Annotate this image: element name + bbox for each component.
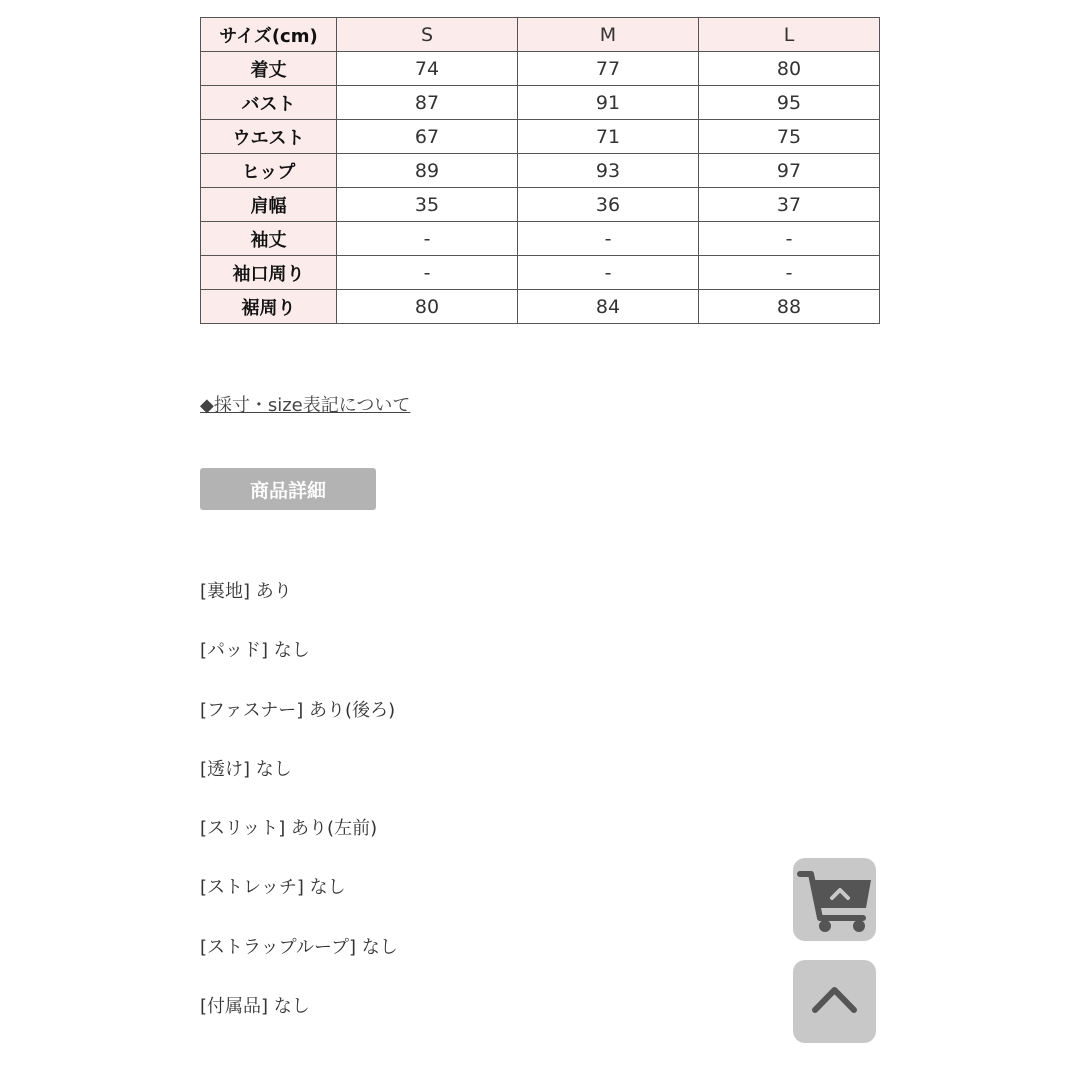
size-l-header: L xyxy=(699,18,880,52)
table-row xyxy=(201,52,880,86)
table-row xyxy=(201,86,880,120)
list-item: [パッド] なし xyxy=(200,640,310,662)
table-row xyxy=(201,222,880,256)
cell-value: 75 xyxy=(699,120,880,154)
row-label: 肩幅 xyxy=(201,188,337,222)
product-attribute-list xyxy=(200,580,398,1054)
chevron-up-icon xyxy=(793,960,876,1043)
cell-value: 77 xyxy=(518,52,699,86)
size-header-label: サイズ(cm) xyxy=(201,18,337,52)
row-label: 着丈 xyxy=(201,52,337,86)
size-m-header: M xyxy=(518,18,699,52)
cell-value: - xyxy=(699,256,880,290)
table-row xyxy=(201,188,880,222)
cell-value: - xyxy=(337,256,518,290)
row-label: ヒップ xyxy=(201,154,337,188)
table-row xyxy=(201,290,880,324)
cell-value: 80 xyxy=(337,290,518,324)
cell-value: 67 xyxy=(337,120,518,154)
list-item: [ストラップループ] なし xyxy=(200,936,398,958)
cell-value: 80 xyxy=(699,52,880,86)
product-details-button[interactable]: 商品詳細 xyxy=(200,468,376,510)
size-table xyxy=(200,17,880,324)
table-row xyxy=(201,256,880,290)
cell-value: 35 xyxy=(337,188,518,222)
cell-value: 89 xyxy=(337,154,518,188)
cart-up-icon xyxy=(793,858,876,941)
cell-value: 71 xyxy=(518,120,699,154)
cart-float-button[interactable] xyxy=(793,858,876,941)
cell-value: 36 xyxy=(518,188,699,222)
cell-value: - xyxy=(518,256,699,290)
cell-value: 97 xyxy=(699,154,880,188)
back-to-top-button[interactable] xyxy=(793,960,876,1043)
cell-value: 84 xyxy=(518,290,699,324)
size-s-header: S xyxy=(337,18,518,52)
row-label: 袖丈 xyxy=(201,222,337,256)
row-label: ウエスト xyxy=(201,120,337,154)
list-item: [透け] なし xyxy=(200,758,292,780)
cell-value: 93 xyxy=(518,154,699,188)
list-item: [裏地] あり xyxy=(200,581,292,602)
cell-value: 37 xyxy=(699,188,880,222)
cell-value: 74 xyxy=(337,52,518,86)
cell-value: 88 xyxy=(699,290,880,324)
list-item: [ファスナー] あり(後ろ) xyxy=(200,699,396,721)
size-guide-link[interactable]: ◆採寸・size表記について xyxy=(200,395,411,416)
list-item: [ストレッチ] なし xyxy=(200,877,346,899)
list-item: [スリット] あり(左前) xyxy=(200,818,378,840)
row-label: 裾周り xyxy=(201,290,337,324)
row-label: バスト xyxy=(201,86,337,120)
cell-value: - xyxy=(699,222,880,256)
list-item: [付属品] なし xyxy=(200,996,310,1018)
row-label: 袖口周り xyxy=(201,256,337,290)
table-row xyxy=(201,154,880,188)
cell-value: 91 xyxy=(518,86,699,120)
cell-value: - xyxy=(337,222,518,256)
cell-value: - xyxy=(518,222,699,256)
cell-value: 87 xyxy=(337,86,518,120)
cell-value: 95 xyxy=(699,86,880,120)
size-table-header-row xyxy=(201,18,880,52)
table-row xyxy=(201,120,880,154)
